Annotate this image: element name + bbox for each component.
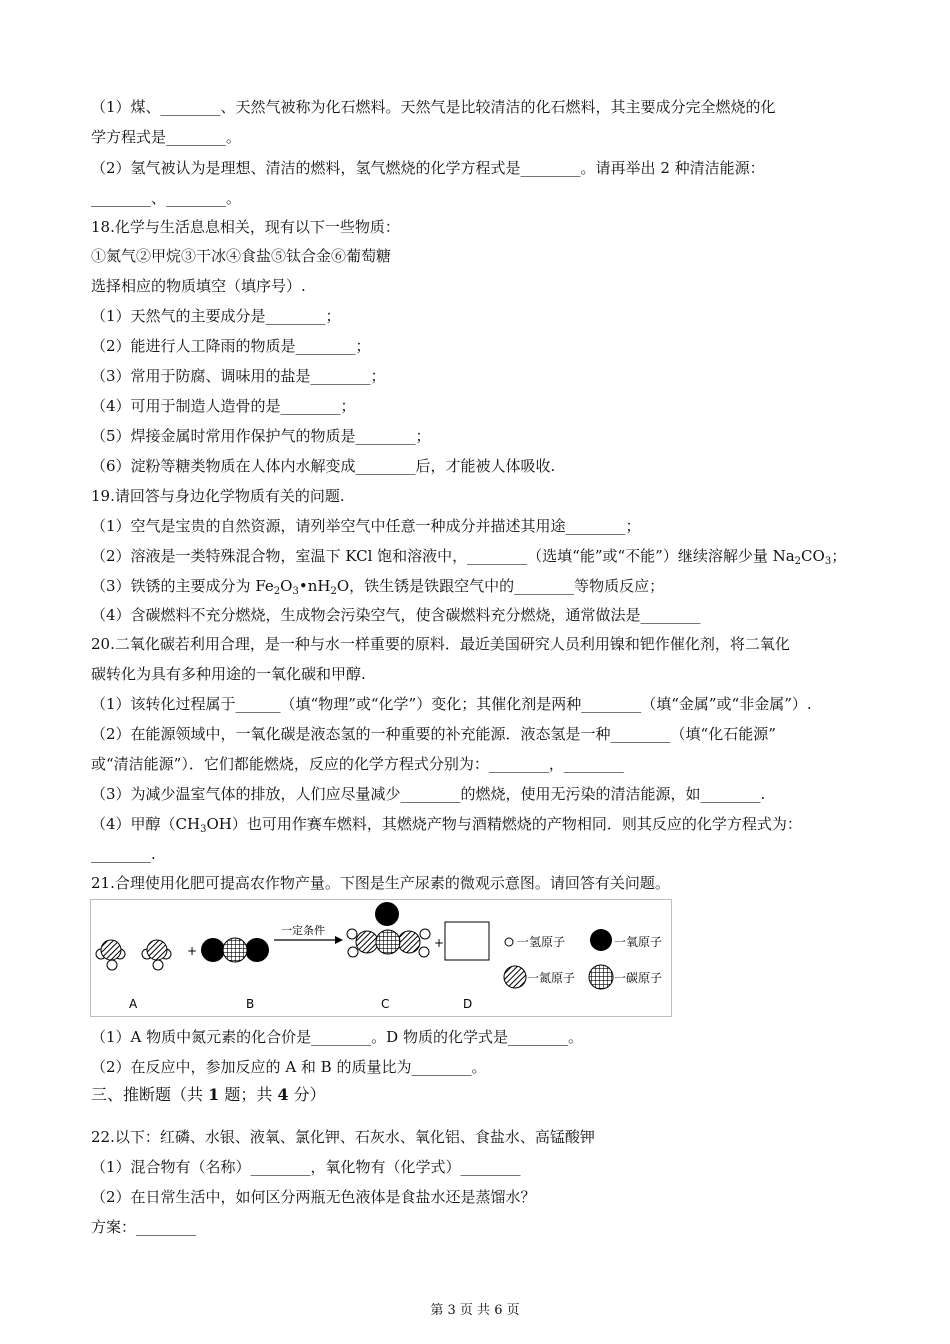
subscript: 3 xyxy=(292,586,299,597)
q20-item-4-text: （4）甲醇（CH xyxy=(91,815,201,833)
q20-title-line2: 碳转化为具有多种用途的一氧化碳和甲醇. xyxy=(91,665,366,683)
q21-item-1: （1）A 物质中氮元素的化合价是________。D 物质的化学式是________。 xyxy=(91,1028,583,1046)
q18-item-4: （4）可用于制造人造骨的是________； xyxy=(91,397,356,415)
label-b: B xyxy=(246,997,255,1011)
plus-sign: + xyxy=(434,936,445,950)
q19-item-2 xyxy=(91,546,846,572)
q20-item-4-line2: ________. xyxy=(91,845,156,863)
arrow-head xyxy=(335,936,343,944)
subscript: 2 xyxy=(794,556,802,567)
q20-item-2-line1: （2）在能源领域中，一氧化碳是液态氢的一种重要的补充能源．液态氢是一种________（填“化石能源” xyxy=(91,725,776,743)
section-heading xyxy=(91,1085,326,1105)
q18-item-2: （2）能进行人工降雨的物质是________； xyxy=(91,337,371,355)
q19-item-1: （1）空气是宝贵的自然资源，请列举空气中任意一种成分并描述其用途________； xyxy=(91,517,641,535)
molecule-b xyxy=(201,938,269,962)
q20-title-line1: 20.二氧化碳若利用合理，是一种与水一样重要的原料．最近美国研究人员利用镍和钯作催化剂，将二氧化 xyxy=(91,635,790,653)
subscript: 3 xyxy=(824,556,832,567)
molecule-a-1 xyxy=(96,940,125,970)
molecule-a-2 xyxy=(142,940,171,970)
q19-title: 19.请回答与身边化学物质有关的问题. xyxy=(91,487,345,505)
legend-carbon-label: 一碳原子 xyxy=(614,971,663,985)
formula-part: •nH xyxy=(298,577,331,595)
q17-part1-line1: （1）煤、________、天然气被称为化石燃料。天然气是比较清洁的化石燃料，其主要成分完全燃烧的化 xyxy=(91,98,776,116)
section-heading-text: 题；共 xyxy=(219,1085,278,1104)
q20-item-4-line1 xyxy=(91,814,802,840)
q20-item-2-line2: 或“清洁能源”）．它们都能燃烧，反应的化学方程式分别为：________，________ xyxy=(91,755,624,773)
label-a: A xyxy=(129,997,138,1011)
formula-part: O xyxy=(280,577,293,595)
q17-part1-line2: 学方程式是________。 xyxy=(91,128,242,146)
legend-oxygen-symbol xyxy=(590,929,612,951)
q17-part2-line2: ________、________。 xyxy=(91,189,242,207)
molecule-c xyxy=(347,902,430,957)
urea-reaction-diagram xyxy=(90,899,672,1017)
q19-item-3 xyxy=(91,576,664,602)
legend xyxy=(504,929,662,989)
subscript: 2 xyxy=(330,586,337,597)
q17-part2-line1: （2）氢气被认为是理想、清洁的燃料，氢气燃烧的化学方程式是________。请再举出 2 种清洁能源： xyxy=(91,159,765,177)
q18-item-6: （6）淀粉等糖类物质在人体内水解变成________后，才能被人体吸收. xyxy=(91,457,556,475)
legend-carbon-symbol xyxy=(589,965,613,989)
molecule-d-box xyxy=(445,922,489,960)
q20-item-4-rest: OH）也可用作赛车燃料，其燃烧产物与酒精燃烧的产物相同．则其反应的化学方程式为： xyxy=(206,815,802,833)
q19-item-2-text: （2）溶液是一类特殊混合物，室温下 KCl 饱和溶液中，________（选填“能”或“不能”）继续溶解少量 Na xyxy=(91,547,795,565)
legend-oxygen-label: 一氧原子 xyxy=(614,935,663,949)
label-c: C xyxy=(381,997,390,1011)
q22-answer-line: 方案：________ xyxy=(91,1218,197,1236)
q18-substances: ①氮气②甲烷③干冰④食盐⑤钛合金⑥葡萄糖 xyxy=(91,247,392,265)
reaction-figure-svg xyxy=(91,900,671,1016)
q20-item-1: （1）该转化过程属于______（填“物理”或“化学”）变化；其催化剂是两种________（填“金属”或“非金属”）. xyxy=(91,695,812,713)
label-d: D xyxy=(463,997,473,1011)
q18-item-1: （1）天然气的主要成分是________； xyxy=(91,307,341,325)
subscript: 2 xyxy=(273,586,281,597)
q20-item-3: （3）为减少温室气体的排放，人们应尽量减少________的燃烧，使用无污染的清洁能源，如________. xyxy=(91,785,766,803)
section-heading-text: 三、推断题（共 xyxy=(91,1085,209,1104)
section-heading-text: 分） xyxy=(288,1085,326,1104)
legend-hydrogen-label: 一氢原子 xyxy=(517,935,566,949)
question-count: 1 xyxy=(208,1085,220,1104)
q19-item-3-rest: O，铁生锈是铁跟空气中的________等物质反应； xyxy=(336,577,665,595)
q22-item-1: （1）混合物有（名称）________，氧化物有（化学式）________ xyxy=(91,1158,521,1176)
plus-sign: + xyxy=(187,944,198,958)
q19-item-3-text: （3）铁锈的主要成分为 Fe xyxy=(91,577,274,595)
legend-nitrogen-symbol xyxy=(504,966,526,988)
q19-item-4: （4）含碳燃料不充分燃烧，生成物会污染空气，使含碳燃料充分燃烧，通常做法是________ xyxy=(91,606,701,624)
q18-item-5: （5）焊接金属时常用作保护气的物质是________； xyxy=(91,427,431,445)
page-footer: 第 3 页 共 6 页 xyxy=(430,1303,520,1318)
q21-item-2: （2）在反应中，参加反应的 A 和 B 的质量比为________。 xyxy=(91,1058,487,1076)
q18-instruction: 选择相应的物质填空（填序号）. xyxy=(91,277,306,295)
legend-nitrogen-label: 一氮原子 xyxy=(527,971,576,985)
q22-title: 22.以下：红磷、水银、液氧、氯化钾、石灰水、氧化铝、食盐水、高锰酸钾 xyxy=(91,1128,595,1146)
formula-part: CO xyxy=(801,547,825,565)
q22-item-2: （2）在日常生活中，如何区分两瓶无色液体是食盐水还是蒸馏水？ xyxy=(91,1188,536,1206)
score-count: 4 xyxy=(277,1085,289,1104)
q21-title: 21.合理使用化肥可提高农作物产量。下图是生产尿素的微观示意图。请回答有关问题。 xyxy=(91,874,670,892)
subscript: 3 xyxy=(200,824,207,835)
q18-item-3: （3）常用于防腐、调味用的盐是________； xyxy=(91,367,386,385)
q18-title: 18.化学与生活息息相关，现有以下一些物质： xyxy=(91,218,400,236)
legend-hydrogen-symbol xyxy=(505,938,513,946)
reaction-condition: 一定条件 xyxy=(281,924,325,937)
punctuation: ； xyxy=(831,547,847,565)
